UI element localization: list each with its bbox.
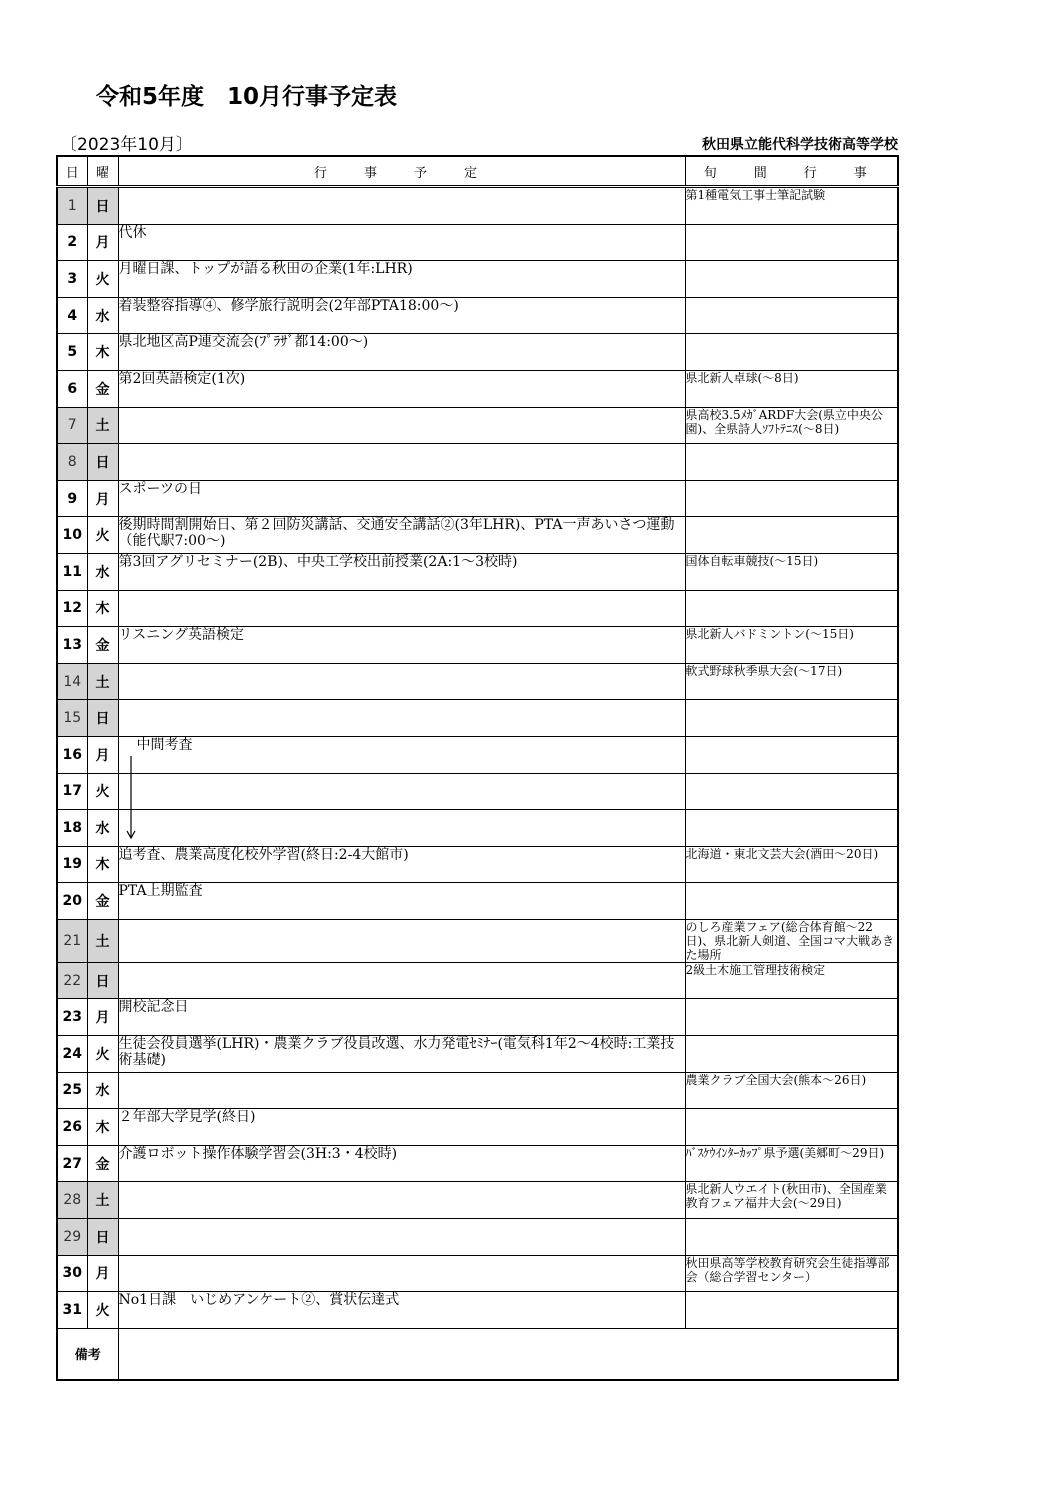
day-weekday: 月 — [87, 1255, 118, 1292]
day-period-event — [685, 736, 898, 773]
day-row — [57, 224, 898, 261]
day-period-event: 第1種電気工事士筆記試験 — [685, 187, 898, 225]
day-period-event — [685, 1292, 898, 1329]
day-event: No1日課 いじめアンケート②、賞状伝達式 — [118, 1292, 685, 1329]
day-number: 29 — [57, 1219, 87, 1256]
day-row — [57, 444, 898, 481]
day-period-event — [685, 261, 898, 298]
header-weekday: 曜 — [87, 156, 118, 187]
day-number: 25 — [57, 1072, 87, 1109]
header-row — [57, 156, 898, 187]
day-weekday: 土 — [87, 407, 118, 444]
day-row — [57, 1182, 898, 1219]
day-number: 19 — [57, 846, 87, 883]
day-number: 3 — [57, 261, 87, 298]
note-cell — [118, 1328, 898, 1380]
day-number: 24 — [57, 1036, 87, 1073]
day-weekday: 火 — [87, 773, 118, 810]
day-period-event: 軟式野球秋季県大会(～17日) — [685, 663, 898, 700]
day-event: PTA上期監査 — [118, 883, 685, 920]
day-number: 6 — [57, 370, 87, 407]
day-row — [57, 736, 898, 773]
day-row — [57, 590, 898, 627]
day-row — [57, 297, 898, 334]
day-weekday: 木 — [87, 334, 118, 371]
midterm-label: 中間考査 — [136, 736, 193, 753]
day-number: 30 — [57, 1255, 87, 1292]
day-number: 20 — [57, 883, 87, 920]
day-event — [118, 1255, 685, 1292]
midterm-arrow-icon — [126, 756, 138, 840]
day-period-event: ﾊﾞｽｹｳｲﾝﾀｰｶｯﾌﾟ県予選(美郷町～29日) — [685, 1145, 898, 1182]
day-event: スポーツの日 — [118, 480, 685, 517]
day-number: 5 — [57, 334, 87, 371]
day-event: 第2回英語検定(1次) — [118, 370, 685, 407]
page-title: 令和5年度 10月行事予定表 — [96, 84, 398, 110]
day-weekday: 火 — [87, 1036, 118, 1073]
header-day: 日 — [57, 156, 87, 187]
day-weekday: 日 — [87, 962, 118, 999]
day-period-event — [685, 590, 898, 627]
day-period-event — [685, 1219, 898, 1256]
day-number: 7 — [57, 407, 87, 444]
day-event: 追考査、農業高度化校外学習(終日:2-4大館市) — [118, 846, 685, 883]
day-number: 15 — [57, 700, 87, 737]
day-event: 県北地区高P連交流会(ﾌﾟﾗｻﾞ都14:00～) — [118, 334, 685, 371]
day-number: 12 — [57, 590, 87, 627]
day-period-event — [685, 700, 898, 737]
day-event: 生徒会役員選挙(LHR)・農業クラブ役員改選、水力発電ｾﾐﾅｰ(電気科1年2～4校時:工業技術基礎) — [118, 1036, 685, 1073]
day-weekday: 金 — [87, 627, 118, 664]
day-weekday: 土 — [87, 1182, 118, 1219]
day-weekday: 日 — [87, 187, 118, 225]
day-row — [57, 187, 898, 225]
day-event: リスニング英語検定 — [118, 627, 685, 664]
day-row — [57, 962, 898, 999]
day-event — [118, 919, 685, 962]
day-period-event — [685, 773, 898, 810]
day-weekday: 水 — [87, 1072, 118, 1109]
day-period-event — [685, 480, 898, 517]
day-period-event — [685, 517, 898, 554]
day-event — [118, 962, 685, 999]
day-weekday: 土 — [87, 663, 118, 700]
day-weekday: 金 — [87, 370, 118, 407]
day-row — [57, 810, 898, 847]
day-event: 開校記念日 — [118, 999, 685, 1036]
day-period-event — [685, 297, 898, 334]
day-row — [57, 1072, 898, 1109]
note-label: 備考 — [57, 1328, 118, 1380]
day-period-event: 秋田県高等学校教育研究会生徒指導部会（総合学習センター） — [685, 1255, 898, 1292]
day-weekday: 月 — [87, 736, 118, 773]
day-weekday: 日 — [87, 1219, 118, 1256]
day-event — [118, 590, 685, 627]
day-number: 26 — [57, 1109, 87, 1146]
day-row — [57, 999, 898, 1036]
day-event — [118, 810, 685, 847]
day-event: 後期時間割開始日、第２回防災講話、交通安全講話②(3年LHR)、PTA一声あいさつ運動（能代駅7:00～) — [118, 517, 685, 554]
header-events: 行 事 予 定 — [118, 156, 685, 187]
day-weekday: 金 — [87, 883, 118, 920]
day-period-event: 国体自転車競技(～15日) — [685, 553, 898, 590]
day-event — [118, 1219, 685, 1256]
day-weekday: 水 — [87, 810, 118, 847]
day-row — [57, 407, 898, 444]
day-event — [118, 700, 685, 737]
day-row — [57, 883, 898, 920]
day-event: 介護ロボット操作体験学習会(3H:3・4校時) — [118, 1145, 685, 1182]
day-number: 10 — [57, 517, 87, 554]
day-event — [118, 736, 685, 773]
header-period: 旬 間 行 事 — [685, 156, 898, 187]
day-row — [57, 663, 898, 700]
day-period-event: 2級土木施工管理技術検定 — [685, 962, 898, 999]
day-period-event — [685, 883, 898, 920]
day-row — [57, 334, 898, 371]
day-event — [118, 187, 685, 225]
day-row — [57, 627, 898, 664]
day-event: 月曜日課、トップが語る秋田の企業(1年:LHR) — [118, 261, 685, 298]
day-row — [57, 846, 898, 883]
day-period-event: 県北新人バドミントン(～15日) — [685, 627, 898, 664]
day-number: 16 — [57, 736, 87, 773]
day-weekday: 金 — [87, 1145, 118, 1182]
day-weekday: 水 — [87, 297, 118, 334]
day-weekday: 木 — [87, 1109, 118, 1146]
day-number: 8 — [57, 444, 87, 481]
day-weekday: 月 — [87, 480, 118, 517]
day-row — [57, 1219, 898, 1256]
day-number: 2 — [57, 224, 87, 261]
day-number: 1 — [57, 187, 87, 225]
day-event — [118, 1182, 685, 1219]
day-event — [118, 663, 685, 700]
day-number: 11 — [57, 553, 87, 590]
school-name: 秋田県立能代科学技術高等学校 — [702, 137, 898, 153]
day-row — [57, 773, 898, 810]
day-event: 着装整容指導④、修学旅行説明会(2年部PTA18:00～) — [118, 297, 685, 334]
day-number: 28 — [57, 1182, 87, 1219]
day-row — [57, 370, 898, 407]
day-period-event — [685, 444, 898, 481]
day-event — [118, 407, 685, 444]
day-row — [57, 919, 898, 962]
day-number: 9 — [57, 480, 87, 517]
day-event: 代休 — [118, 224, 685, 261]
day-number: 27 — [57, 1145, 87, 1182]
day-weekday: 月 — [87, 224, 118, 261]
day-period-event — [685, 334, 898, 371]
day-period-event — [685, 1036, 898, 1073]
day-period-event — [685, 999, 898, 1036]
day-number: 23 — [57, 999, 87, 1036]
day-number: 13 — [57, 627, 87, 664]
day-period-event: 県高校3.5ﾒｶﾞARDF大会(県立中央公園)、全県詩人ｿﾌﾄﾃﾆｽ(～8日) — [685, 407, 898, 444]
day-period-event — [685, 1109, 898, 1146]
day-weekday: 土 — [87, 919, 118, 962]
day-number: 14 — [57, 663, 87, 700]
day-weekday: 日 — [87, 444, 118, 481]
day-number: 31 — [57, 1292, 87, 1329]
schedule-table — [56, 155, 899, 1381]
day-period-event: 北海道・東北文芸大会(酒田～20日) — [685, 846, 898, 883]
day-number: 17 — [57, 773, 87, 810]
day-period-event: 農業クラブ全国大会(熊本～26日) — [685, 1072, 898, 1109]
day-row — [57, 1292, 898, 1329]
day-row — [57, 553, 898, 590]
day-row — [57, 261, 898, 298]
day-weekday: 日 — [87, 700, 118, 737]
day-weekday: 木 — [87, 846, 118, 883]
day-period-event: 県北新人ウエイト(秋田市)、全国産業教育フェア福井大会(～29日) — [685, 1182, 898, 1219]
day-weekday: 火 — [87, 1292, 118, 1329]
day-period-event: 県北新人卓球(～8日) — [685, 370, 898, 407]
day-row — [57, 1255, 898, 1292]
day-weekday: 月 — [87, 999, 118, 1036]
day-row — [57, 1109, 898, 1146]
day-weekday: 火 — [87, 261, 118, 298]
day-event — [118, 444, 685, 481]
day-row — [57, 1036, 898, 1073]
day-event — [118, 1072, 685, 1109]
day-event — [118, 773, 685, 810]
day-number: 22 — [57, 962, 87, 999]
year-month-label: 〔2023年10月〕 — [60, 135, 193, 155]
day-number: 18 — [57, 810, 87, 847]
day-period-event: のしろ産業フェア(総合体育館～22日)、県北新人剣道、全国コマ大戦あきた場所 — [685, 919, 898, 962]
day-event: 第3回アグリセミナー(2B)、中央工学校出前授業(2A:1～3校時) — [118, 553, 685, 590]
day-weekday: 火 — [87, 517, 118, 554]
day-number: 21 — [57, 919, 87, 962]
day-row — [57, 480, 898, 517]
day-number: 4 — [57, 297, 87, 334]
note-row — [57, 1328, 898, 1380]
day-weekday: 水 — [87, 553, 118, 590]
day-row — [57, 517, 898, 554]
day-event: ２年部大学見学(終日) — [118, 1109, 685, 1146]
day-row — [57, 1145, 898, 1182]
day-row — [57, 700, 898, 737]
day-weekday: 木 — [87, 590, 118, 627]
day-period-event — [685, 224, 898, 261]
day-period-event — [685, 810, 898, 847]
